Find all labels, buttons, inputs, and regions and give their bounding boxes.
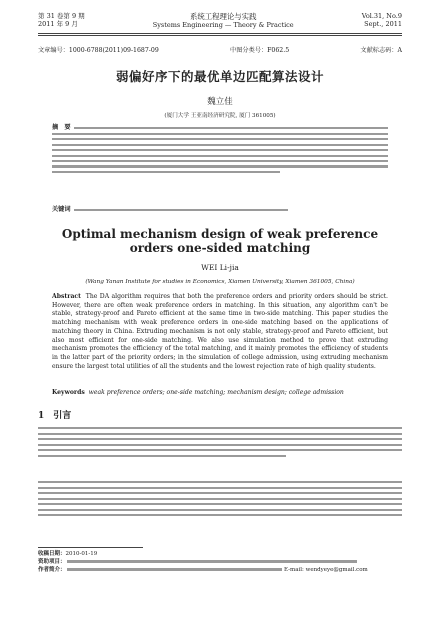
unreadable-line xyxy=(38,444,402,446)
unreadable-line xyxy=(52,160,388,162)
unreadable-line xyxy=(38,449,402,451)
author-bio-label: 作者简介： xyxy=(38,567,66,573)
abstract-cn-body xyxy=(52,127,388,129)
header-rule-bottom xyxy=(38,35,402,36)
abstract-cn-label: 摘 要 xyxy=(52,124,71,131)
received-label: 收稿日期： xyxy=(38,551,66,557)
document-code: 文献标志码：A xyxy=(360,47,402,54)
journal-name-en: Systems Engineering — Theory & Practice xyxy=(152,21,294,30)
header-center xyxy=(153,12,294,29)
abstract-en-text: The DA algorithm requires that both the preference orders and priority orders should be strict. However, there are often weak preference orders in matching. In this situation, any algorithm can't be stable, strategy-proof and Pareto efficient at the same time in two-side matching. This paper studies the matching mechanism with weak preference orders in one-side matching based on the applications of matching theory in China. Extruding mechanism is not only stable, strategy-proof and Pareto efficient, but also most efficient for one-side matching. We also use simulation method to prove that extruding mechanism promotes the efficiency of the total matching, and it mainly promotes the efficiency of students in the latter part of the priority orders; in the simulation of college admission, using extruding mechanism ensure the largest total utilities of all the students and the lowest rejection rate of high quality students. xyxy=(52,293,388,370)
author-cn: 魏立佳 xyxy=(207,97,233,107)
keywords-en xyxy=(52,389,388,397)
unreadable-line xyxy=(74,209,288,211)
unreadable-line xyxy=(38,481,402,483)
unreadable-line xyxy=(38,498,402,500)
unreadable-line xyxy=(74,127,388,129)
header-left xyxy=(38,12,85,28)
received-date: 2010-01-19 xyxy=(65,551,98,557)
unreadable-line xyxy=(38,503,402,505)
date-cn: 2011 年 9 月 xyxy=(38,20,78,29)
unreadable-line xyxy=(52,138,388,140)
unreadable-line xyxy=(38,492,402,494)
keywords-cn-label: 关键词 xyxy=(52,206,71,213)
unreadable-line xyxy=(38,433,402,435)
unreadable-line xyxy=(38,438,402,440)
running-header xyxy=(38,12,402,29)
article-meta xyxy=(38,45,402,54)
unreadable-line xyxy=(67,560,357,562)
body-paragraph-1 xyxy=(38,424,402,460)
unreadable-line xyxy=(38,427,402,429)
unreadable-line xyxy=(52,149,388,151)
footnotes xyxy=(38,550,402,574)
affiliation-en: (Wang Yanan Institute for studies in Economics, Xiamen University, Xiamen 361005, China) xyxy=(85,279,355,285)
article-id: 文章编号：1000-6788(2011)09-1687-09 xyxy=(38,47,159,54)
keywords-cn xyxy=(52,206,388,215)
received-note xyxy=(38,550,402,558)
footnote-rule xyxy=(38,547,143,548)
abstract-en xyxy=(52,293,388,371)
funding-note xyxy=(38,558,402,566)
volume-en: Vol.31, No.9 xyxy=(361,12,402,20)
author-en: WEI Li-jia xyxy=(201,263,239,272)
title-en: Optimal mechanism design of weak preference orders one-sided matching xyxy=(61,227,379,255)
body-paragraph-2 xyxy=(38,478,402,519)
unreadable-line xyxy=(38,509,402,511)
unreadable-line xyxy=(52,171,280,173)
clc-number: 中图分类号：F062.5 xyxy=(230,47,290,54)
unreadable-line xyxy=(38,487,402,489)
title-cn: 弱偏好序下的最优单边匹配算法设计 xyxy=(115,69,324,84)
author-email: E-mail: wendyeye@gmail.com xyxy=(284,567,368,573)
journal-name-cn: 系统工程理论与实践 xyxy=(189,12,257,21)
unreadable-line xyxy=(52,133,388,135)
unreadable-line xyxy=(52,165,388,167)
affiliation-cn: (厦门大学 王亚南经济研究院, 厦门 361005) xyxy=(164,113,276,119)
funding-label: 资助项目： xyxy=(38,559,66,565)
header-rule-top xyxy=(38,33,402,34)
abstract-cn xyxy=(52,124,388,176)
unreadable-line xyxy=(52,155,388,157)
author-bio-note xyxy=(38,566,402,574)
unreadable-line xyxy=(38,455,286,457)
abstract-en-label: Abstract xyxy=(52,293,81,300)
unreadable-line xyxy=(38,514,402,516)
date-en: Sept., 2011 xyxy=(364,20,402,29)
volume-cn: 第 31 卷第 9 期 xyxy=(38,12,85,20)
unreadable-line xyxy=(52,144,388,146)
keywords-en-text: weak preference orders; one-side matching; mechanism design; college admission xyxy=(88,389,344,396)
section-heading: 1 引言 xyxy=(38,411,72,421)
keywords-en-label: Keywords xyxy=(52,389,85,396)
unreadable-line xyxy=(67,568,282,570)
header-right xyxy=(362,12,402,28)
